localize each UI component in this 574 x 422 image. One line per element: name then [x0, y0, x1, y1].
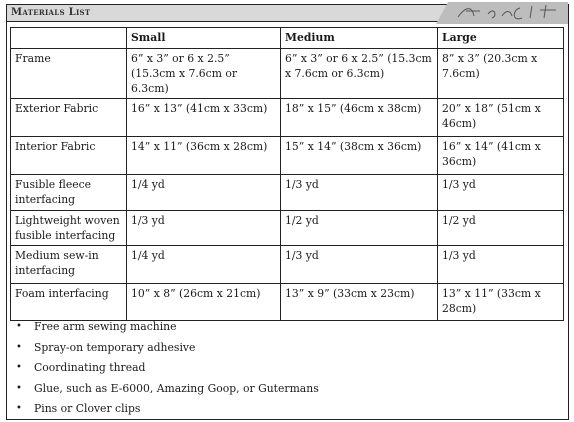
cell-small: 10” x 8” (26cm x 21cm) — [127, 284, 281, 321]
section-header — [7, 5, 568, 22]
materials-panel — [6, 4, 569, 420]
column-header-item — [11, 28, 127, 49]
bullet-icon: • — [16, 403, 22, 414]
list-item-text: Spray-on temporary adhesive — [34, 340, 196, 354]
cell-medium: 1/3 yd — [281, 175, 438, 211]
table-row — [11, 99, 564, 137]
table-row — [11, 137, 564, 175]
row-label: Frame — [11, 49, 127, 99]
cell-large: 20” x 18” (51cm x 46cm) — [438, 99, 564, 137]
cell-medium: 1/3 yd — [281, 246, 438, 284]
row-label: Interior Fabric — [11, 137, 127, 175]
table-header-row — [11, 28, 564, 49]
cell-medium: 15” x 14” (38cm x 36cm) — [281, 137, 438, 175]
bullet-icon: • — [16, 362, 22, 373]
list-item-text: Glue, such as E-6000, Amazing Goop, or Gutermans — [34, 381, 319, 395]
list-item — [7, 380, 319, 401]
cell-medium: 18” x 15” (46cm x 38cm) — [281, 99, 438, 137]
cell-medium: 1/2 yd — [281, 211, 438, 246]
row-label: Exterior Fabric — [11, 99, 127, 137]
list-item — [7, 339, 319, 360]
supplies-list — [7, 318, 319, 421]
row-label: Foam interfacing — [11, 284, 127, 321]
row-label: Lightweight woven fusible interfacing — [11, 211, 127, 246]
table-row — [11, 211, 564, 246]
cell-small: 6” x 3” or 6 x 2.5” (15.3cm x 7.6cm or 6.3cm) — [127, 49, 281, 99]
cell-medium: 13” x 9” (33cm x 23cm) — [281, 284, 438, 321]
row-label: Fusible fleece interfacing — [11, 175, 127, 211]
cell-large: 1/2 yd — [438, 211, 564, 246]
row-label: Medium sew-in interfacing — [11, 246, 127, 284]
cell-small: 1/4 yd — [127, 175, 281, 211]
list-item-text: Coordinating thread — [34, 361, 146, 374]
materials-table — [10, 27, 564, 321]
cell-small: 1/4 yd — [127, 246, 281, 284]
cell-medium: 6” x 3” or 6 x 2.5” (15.3cm x 7.6cm or 6.3cm) — [281, 49, 438, 99]
cell-large: 8” x 3” (20.3cm x 7.6cm) — [438, 49, 564, 99]
cell-small: 16” x 13” (41cm x 33cm) — [127, 99, 281, 137]
cell-large: 13” x 11” (33cm x 28cm) — [438, 284, 564, 321]
table-row — [11, 284, 564, 321]
section-title: Materials List — [11, 7, 91, 18]
cell-small: 14” x 11” (36cm x 28cm) — [127, 137, 281, 175]
cell-large: 16” x 14” (41cm x 36cm) — [438, 137, 564, 175]
table-row — [11, 246, 564, 284]
bullet-icon: • — [16, 341, 22, 353]
list-item — [7, 400, 319, 421]
flourish-clutch-logo — [436, 2, 568, 24]
list-item-text: Free arm sewing machine — [34, 320, 177, 333]
column-header-medium: Medium — [281, 28, 438, 49]
table-row — [11, 175, 564, 211]
cell-large: 1/3 yd — [438, 246, 564, 284]
list-item-text: Pins or Clover clips — [34, 402, 141, 415]
table-row — [11, 49, 564, 99]
list-item — [7, 318, 319, 339]
bullet-icon: • — [16, 321, 22, 332]
cell-small: 1/3 yd — [127, 211, 281, 246]
bullet-icon: • — [16, 382, 22, 394]
cell-large: 1/3 yd — [438, 175, 564, 211]
list-item — [7, 359, 319, 380]
column-header-large: Large — [438, 28, 564, 49]
column-header-small: Small — [127, 28, 281, 49]
